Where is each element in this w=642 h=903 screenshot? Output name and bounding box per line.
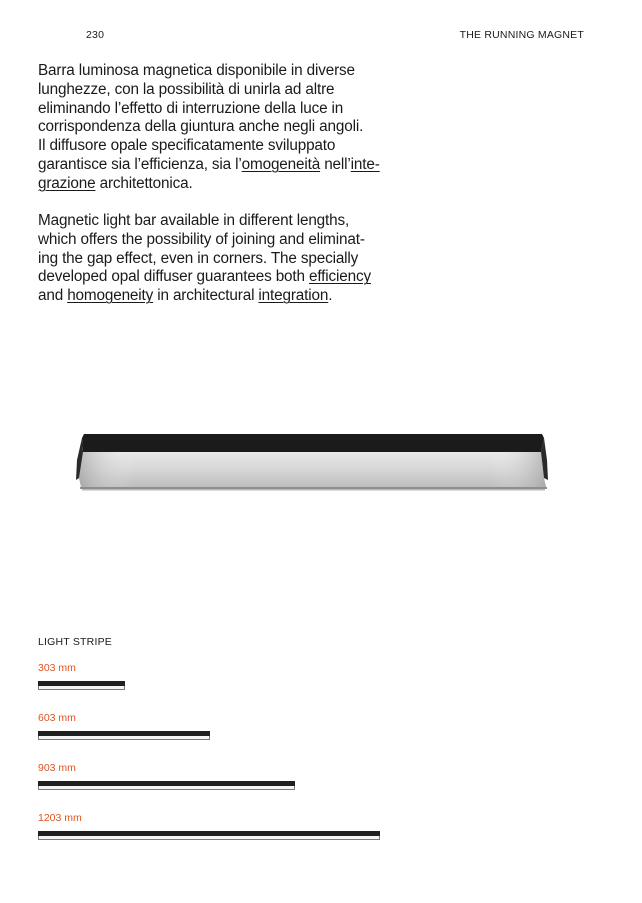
english-description — [38, 212, 410, 306]
length-bar-1203 — [38, 831, 380, 840]
text-line — [38, 175, 410, 194]
text-run: nell’ — [320, 155, 351, 173]
text-run: garantisce sia l’efficienza, sia l’ — [38, 155, 242, 173]
text-run: developed opal diffuser guarantees both — [38, 268, 309, 286]
light-bar-product-image — [76, 432, 548, 494]
variant-length-label: 603 mm — [38, 712, 76, 724]
link-integrazione-end[interactable]: grazione — [38, 174, 96, 192]
variant-1203 — [38, 812, 380, 840]
text-line: which offers the possibility of joining and eliminat- — [38, 230, 365, 248]
text-line — [38, 287, 410, 306]
text-line: Barra luminosa magnetica disponibile in diverse — [38, 62, 355, 79]
variant-903 — [38, 762, 295, 790]
text-line: Magnetic light bar available in different lengths, — [38, 212, 350, 229]
link-efficiency[interactable]: efficiency — [308, 268, 371, 286]
variant-603 — [38, 712, 210, 740]
running-header: THE RUNNING MAGNET — [459, 29, 584, 41]
link-homogeneity[interactable]: homogeneity — [67, 287, 154, 305]
page-number: 230 — [86, 29, 105, 41]
length-bar-603 — [38, 731, 210, 740]
text-line: corrispondenza della giuntura anche negli angoli. — [38, 118, 364, 136]
text-line: ing the gap effect, even in corners. The specially — [38, 249, 359, 267]
length-bar-303 — [38, 681, 125, 690]
length-bar-903 — [38, 781, 295, 790]
variant-303 — [38, 662, 125, 690]
text-run: architettonica. — [95, 174, 193, 192]
text-line: eliminando l’effetto di interruzione della luce in — [38, 99, 344, 117]
text-line: Il diffusore opale specificatamente sviluppato — [38, 137, 336, 155]
italian-description — [38, 62, 410, 194]
variant-length-label: 903 mm — [38, 762, 76, 774]
variant-length-label: 1203 mm — [38, 812, 82, 824]
text-run: and — [38, 287, 68, 305]
text-run: in architectural — [153, 287, 259, 305]
variant-length-label: 303 mm — [38, 662, 76, 674]
text-run: . — [328, 287, 333, 305]
text-line — [38, 268, 410, 287]
link-omogeneita[interactable]: omogeneità — [241, 155, 321, 173]
text-line — [38, 156, 410, 175]
section-label: LIGHT STRIPE — [38, 636, 112, 648]
link-integrazione-start[interactable]: inte- — [350, 155, 380, 173]
link-integration[interactable]: integration — [258, 287, 329, 305]
text-line: lunghezze, con la possibilità di unirla ad altre — [38, 80, 335, 98]
